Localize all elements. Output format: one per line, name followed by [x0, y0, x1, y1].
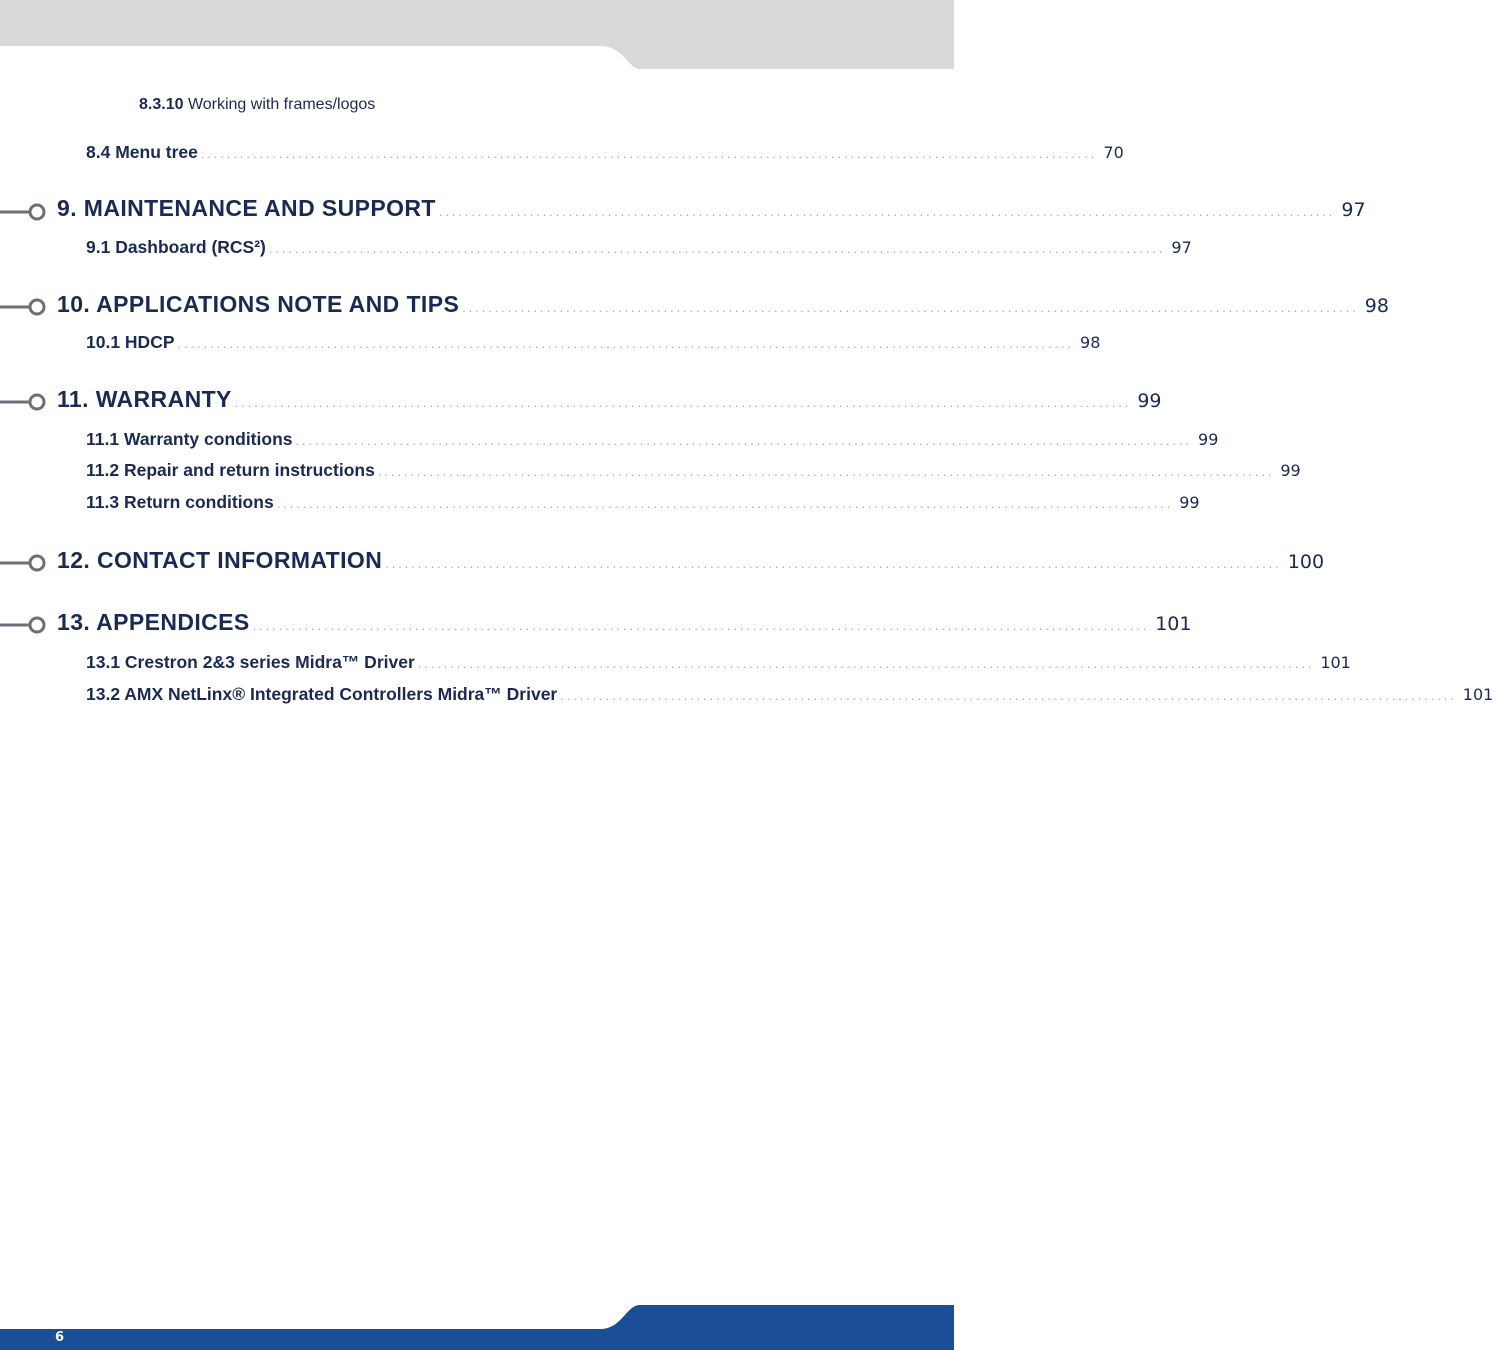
toc-chapter-page: 97 [1341, 199, 1366, 221]
footer-shape [0, 1305, 954, 1350]
toc-entry-page: 101 [1320, 653, 1351, 672]
subsection-number: 8.3.10 [139, 96, 184, 113]
leader-dots: .......................................................................................................................................... [417, 658, 1315, 671]
toc-entry-title: 8.4 Menu tree [86, 142, 198, 162]
toc-chapter-page: 100 [1287, 551, 1325, 573]
toc-entry-page: 70 [1103, 143, 1124, 162]
leader-dots: .......................................................................................................................................... [385, 558, 1282, 571]
leader-dots: .......................................................................................................................................... [276, 498, 1174, 511]
toc-chapter-title: 11. WARRANTY [57, 386, 232, 412]
toc-entry-10-1[interactable] [0, 332, 1101, 353]
leader-dots: .......................................................................................................................................... [377, 466, 1275, 479]
header-shape [0, 0, 954, 69]
toc-entry-page: 99 [1179, 493, 1200, 512]
toc-entry-13-1[interactable] [0, 652, 1351, 673]
toc-entry-page: 97 [1171, 238, 1192, 257]
toc-entry-title: 11.1 Warranty conditions [86, 429, 293, 449]
leader-dots: .......................................................................................................................................... [560, 690, 1457, 703]
leader-dots: .......................................................................................................................................... [177, 338, 1075, 351]
toc-entry-title: 13.2 AMX NetLinx® Integrated Controllers Midra™ Driver [86, 684, 558, 704]
toc-chapter-title: 13. APPENDICES [57, 609, 250, 635]
toc-chapter-page: 99 [1137, 390, 1162, 412]
leader-dots: .......................................................................................................................................... [462, 302, 1359, 315]
toc-entry-title: 13.1 Crestron 2&3 series Midra™ Driver [86, 652, 415, 672]
toc-entry-title: 11.3 Return conditions [86, 492, 274, 512]
toc-entry-9-1[interactable] [0, 237, 1192, 258]
leader-dots: .......................................................................................................................................... [252, 620, 1150, 633]
toc-entry-page: 99 [1280, 461, 1301, 480]
leader-dots: .......................................................................................................................................... [295, 435, 1193, 448]
toc-entry-page: 101 [1462, 685, 1493, 704]
toc-chapter-10[interactable] [0, 291, 1389, 318]
toc-entry-11-1[interactable] [0, 429, 1219, 450]
toc-entry-title: 10.1 HDCP [86, 332, 175, 352]
toc-entry-title: 11.2 Repair and return instructions [86, 460, 375, 480]
leader-dots: .......................................................................................................................................... [200, 148, 1098, 161]
leader-dots: .......................................................................................................................................... [234, 397, 1132, 410]
page-number: 6 [55, 1330, 65, 1345]
footer-band [0, 1300, 954, 1350]
toc-entry-8-4[interactable] [0, 142, 1124, 163]
toc-entry-page: 98 [1080, 333, 1101, 352]
header-band [0, 0, 954, 70]
toc-chapter-title: 10. APPLICATIONS NOTE AND TIPS [57, 291, 460, 317]
subsection-title: Working with frames/logos [187, 96, 376, 113]
toc-chapter-title: 12. CONTACT INFORMATION [57, 547, 383, 573]
toc-chapter-11[interactable] [0, 386, 1162, 413]
leader-dots: .......................................................................................................................................... [438, 206, 1336, 219]
toc-subsection-8-3-10[interactable] [139, 96, 375, 114]
toc-chapter-13[interactable] [0, 609, 1192, 636]
toc-entry-title: 9.1 Dashboard (RCS²) [86, 237, 266, 257]
toc-chapter-title: 9. MAINTENANCE AND SUPPORT [57, 195, 436, 221]
toc-entry-11-3[interactable] [0, 492, 1200, 513]
toc-entry-page: 99 [1198, 430, 1219, 449]
toc-chapter-page: 101 [1155, 613, 1192, 635]
toc-chapter-9[interactable] [0, 195, 1366, 222]
leader-dots: .......................................................................................................................................... [268, 243, 1166, 256]
toc-chapter-12[interactable] [0, 547, 1325, 574]
toc-entry-11-2[interactable] [0, 460, 1301, 481]
toc-chapter-page: 98 [1364, 295, 1389, 317]
toc-entry-13-2[interactable] [0, 684, 1493, 705]
